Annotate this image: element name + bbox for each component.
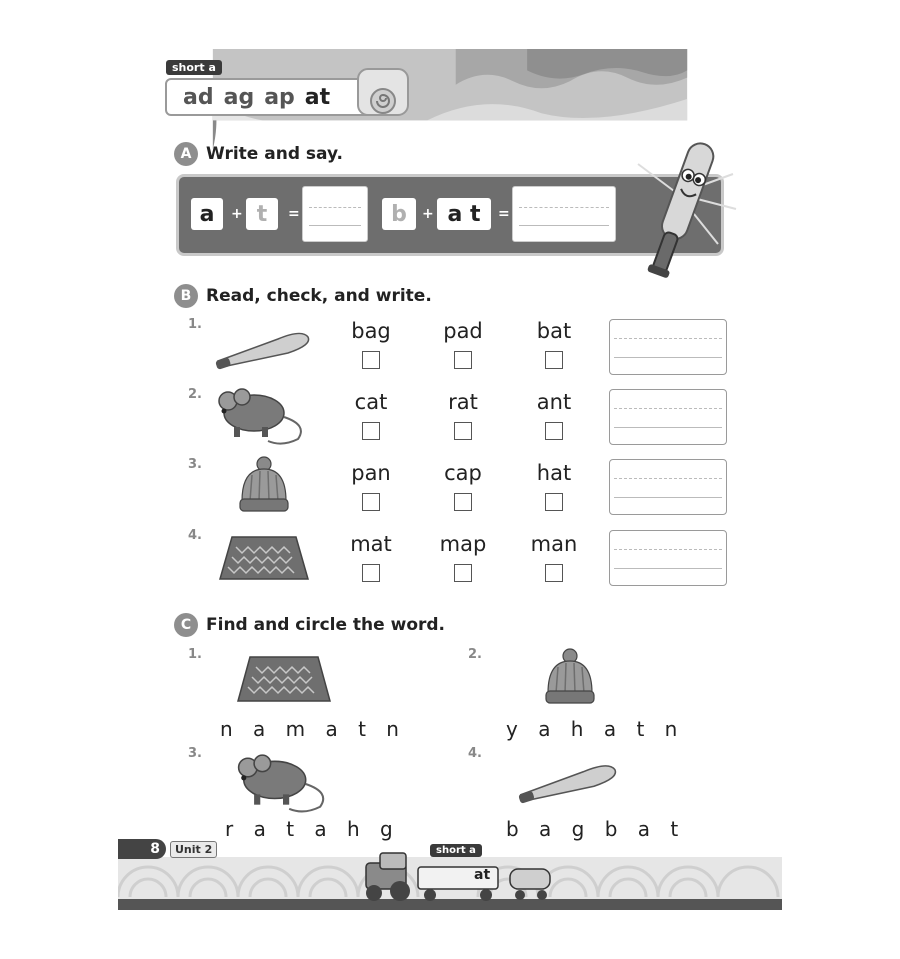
row4-word-2: map bbox=[439, 532, 487, 556]
c3-number: 3. bbox=[188, 746, 202, 761]
c4-number: 4. bbox=[468, 746, 482, 761]
blend2-plus: + bbox=[422, 206, 434, 222]
row2-checkbox-2[interactable] bbox=[454, 422, 472, 440]
row2-checkbox-1[interactable] bbox=[362, 422, 380, 440]
family-ag: ag bbox=[223, 84, 255, 110]
mat-icon bbox=[236, 653, 332, 705]
family-at: at bbox=[304, 84, 331, 110]
bat-icon bbox=[214, 323, 314, 371]
row2-word-1: cat bbox=[354, 390, 388, 414]
row3-word-3: hat bbox=[536, 461, 572, 485]
hat-icon bbox=[236, 455, 292, 517]
blend2-letters-at: a t bbox=[437, 198, 491, 230]
family-ap: ap bbox=[264, 84, 295, 110]
section-c-badge: C bbox=[174, 613, 198, 637]
header-tag: short a bbox=[166, 60, 222, 75]
section-b-heading bbox=[174, 284, 432, 308]
row2-write-box[interactable] bbox=[609, 389, 727, 445]
row2-word-3: ant bbox=[536, 390, 572, 414]
section-b-instruction: Read, check, and write. bbox=[206, 286, 432, 306]
row3-checkbox-1[interactable] bbox=[362, 493, 380, 511]
row3-word-2: cap bbox=[444, 461, 482, 485]
c1-number: 1. bbox=[188, 647, 202, 662]
section-a-badge: A bbox=[174, 142, 198, 166]
section-c-heading bbox=[174, 613, 445, 637]
section-a-heading bbox=[174, 142, 343, 166]
row2-number: 2. bbox=[188, 387, 202, 402]
row4-number: 4. bbox=[188, 528, 202, 543]
section-b-badge: B bbox=[174, 284, 198, 308]
row3-checkbox-2[interactable] bbox=[454, 493, 472, 511]
row4-word-3: man bbox=[530, 532, 578, 556]
blend2-answer-box[interactable] bbox=[512, 186, 616, 242]
row1-checkbox-3[interactable] bbox=[545, 351, 563, 369]
c2-number: 2. bbox=[468, 647, 482, 662]
row2-checkbox-3[interactable] bbox=[545, 422, 563, 440]
row1-checkbox-1[interactable] bbox=[362, 351, 380, 369]
row4-word-1: mat bbox=[350, 532, 392, 556]
section-a-instruction: Write and say. bbox=[206, 144, 343, 164]
row1-word-3: bat bbox=[536, 319, 572, 343]
workbook-page bbox=[118, 49, 782, 910]
c3-letter-string[interactable]: r a t a h g bbox=[225, 817, 400, 841]
unit-label: Unit 2 bbox=[170, 841, 217, 858]
scroll-icon bbox=[354, 63, 412, 121]
row3-checkbox-3[interactable] bbox=[545, 493, 563, 511]
c1-letter-string[interactable]: n a m a t n bbox=[220, 717, 406, 741]
train-word: at bbox=[474, 867, 491, 883]
hat-icon bbox=[542, 647, 598, 709]
bat-mascot-icon bbox=[618, 134, 738, 284]
row3-word-1: pan bbox=[351, 461, 391, 485]
c4-letter-string[interactable]: b a g b a t bbox=[506, 817, 686, 841]
row1-number: 1. bbox=[188, 317, 202, 332]
family-ad: ad bbox=[183, 84, 214, 110]
row3-number: 3. bbox=[188, 457, 202, 472]
bat-icon bbox=[516, 755, 622, 805]
blend1-letter-t: t bbox=[246, 198, 278, 230]
blend1-plus: + bbox=[231, 206, 243, 222]
row4-checkbox-3[interactable] bbox=[545, 564, 563, 582]
rat-icon bbox=[212, 385, 312, 447]
rat-icon bbox=[230, 751, 336, 815]
c2-letter-string[interactable]: y a h a t n bbox=[506, 717, 685, 741]
row4-write-box[interactable] bbox=[609, 530, 727, 586]
train-tag: short a bbox=[430, 844, 482, 857]
row1-checkbox-2[interactable] bbox=[454, 351, 472, 369]
row4-checkbox-1[interactable] bbox=[362, 564, 380, 582]
word-family-title bbox=[165, 78, 377, 116]
blend1-answer-box[interactable] bbox=[302, 186, 368, 242]
row1-word-1: bag bbox=[351, 319, 391, 343]
blend1-equals: = bbox=[288, 206, 300, 222]
row1-write-box[interactable] bbox=[609, 319, 727, 375]
page-number: 8 bbox=[118, 839, 166, 859]
row2-word-2: rat bbox=[448, 390, 478, 414]
mat-icon bbox=[218, 533, 310, 583]
section-c-instruction: Find and circle the word. bbox=[206, 615, 446, 635]
blend1-letter-a: a bbox=[191, 198, 223, 230]
blend2-equals: = bbox=[498, 206, 510, 222]
row1-word-2: pad bbox=[443, 319, 483, 343]
row4-checkbox-2[interactable] bbox=[454, 564, 472, 582]
row3-write-box[interactable] bbox=[609, 459, 727, 515]
blend2-letter-b: b bbox=[382, 198, 416, 230]
